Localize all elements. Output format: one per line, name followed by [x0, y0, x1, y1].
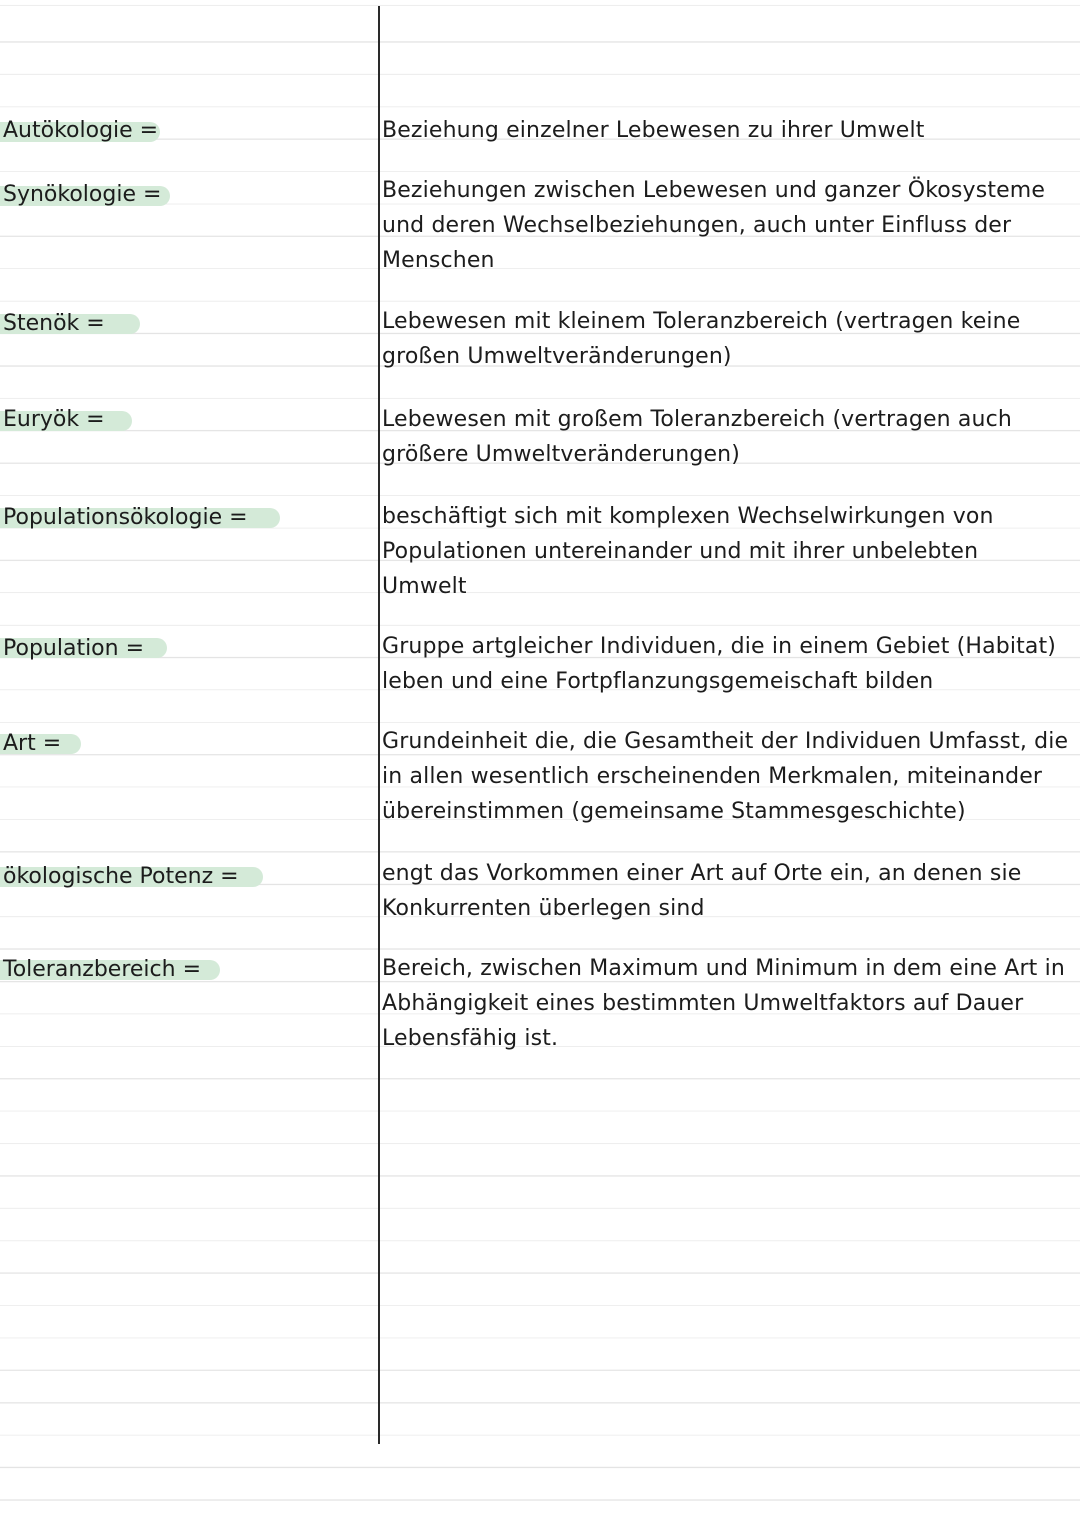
definition-autoekologie: [382, 113, 1072, 148]
definition-line: übereinstimmen (gemeinsame Stammesgeschichte): [382, 799, 966, 824]
term-population: Population =: [3, 636, 145, 661]
term-synoekologie: Synökologie =: [3, 182, 162, 207]
definition-line: in allen wesentlich erscheinenden Merkmalen, miteinander: [382, 764, 1043, 789]
definition-line: Menschen: [382, 248, 495, 273]
definition-line: Populationen untereinander und mit ihrer unbelebten: [382, 539, 979, 564]
term-autoekologie: Autökologie =: [3, 118, 159, 143]
definition-line: Bereich, zwischen Maximum und Minimum in dem eine Art in: [382, 956, 1065, 981]
term-toleranzbereich: Toleranzbereich =: [3, 957, 201, 982]
term-stenoek: Stenök =: [3, 311, 105, 336]
definition-line: Beziehung einzelner Lebewesen zu ihrer Umwelt: [382, 118, 925, 143]
term-populationsoekologie: Populationsökologie =: [3, 505, 248, 530]
definition-oekologische-potenz: [382, 856, 1072, 926]
definition-line: Konkurrenten überlegen sind: [382, 896, 705, 921]
definition-line: Gruppe artgleicher Individuen, die in einem Gebiet (Habitat): [382, 634, 1057, 659]
definition-art: [382, 724, 1072, 829]
definition-population: [382, 629, 1072, 699]
definition-euryoek: [382, 402, 1072, 472]
term-art: Art =: [3, 731, 62, 756]
definition-line: und deren Wechselbeziehungen, auch unter Einfluss der: [382, 213, 1012, 238]
column-divider: [378, 6, 380, 1444]
definition-line: beschäftigt sich mit komplexen Wechselwirkungen von: [382, 504, 994, 529]
definition-line: Lebewesen mit kleinem Toleranzbereich (vertragen keine: [382, 309, 1021, 334]
definition-synoekologie: [382, 173, 1072, 278]
definition-line: engt das Vorkommen einer Art auf Orte ein, an denen sie: [382, 861, 1022, 886]
definition-line: Grundeinheit die, die Gesamtheit der Individuen Umfasst, die: [382, 729, 1069, 754]
definition-line: Umwelt: [382, 574, 467, 599]
term-euryoek: Euryök =: [3, 407, 105, 432]
definition-stenoek: [382, 304, 1072, 374]
definition-line: Abhängigkeit eines bestimmten Umweltfaktors auf Dauer: [382, 991, 1024, 1016]
definition-line: Lebewesen mit großem Toleranzbereich (vertragen auch: [382, 407, 1012, 432]
definition-line: leben und eine Fortpflanzungsgemeischaft bilden: [382, 669, 934, 694]
definition-line: Lebensfähig ist.: [382, 1026, 559, 1051]
term-oekologische-potenz: ökologische Potenz =: [3, 864, 239, 889]
definition-line: Beziehungen zwischen Lebewesen und ganzer Ökosysteme: [382, 178, 1046, 203]
definition-line: größere Umweltveränderungen): [382, 442, 740, 467]
definition-populationsoekologie: [382, 499, 1072, 604]
definition-line: großen Umweltveränderungen): [382, 344, 732, 369]
definition-toleranzbereich: [382, 951, 1072, 1056]
